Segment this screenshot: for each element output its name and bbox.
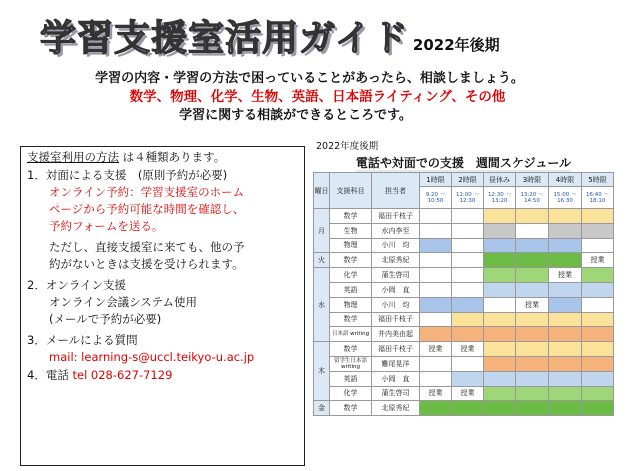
- table-row: [314, 253, 614, 268]
- class-label: 授業: [420, 386, 452, 401]
- table-row: [314, 386, 614, 401]
- schedule-title: 電話や対面での支援 週間スケジュール: [316, 154, 611, 171]
- time-lunch: 12:30 〜13:20: [484, 187, 516, 209]
- usage-heading-rest: は４種類あります。: [119, 150, 226, 164]
- row-person: 小川 均: [372, 238, 420, 253]
- usage-item-3: 3．メールによる質問: [27, 333, 138, 347]
- header-subject: 支援科目: [330, 173, 372, 209]
- class-label: 授業: [452, 386, 484, 401]
- schedule-header-row: [314, 173, 614, 187]
- usage-item-4: [27, 367, 298, 384]
- row-subject: 物理: [330, 238, 372, 253]
- walk-in-note-2: 約がないときは支援を受けられます。: [49, 257, 244, 271]
- title-main: 学習支援室活用ガイド: [40, 18, 409, 59]
- row-subject: 日本語 writing: [330, 327, 372, 342]
- class-label: 授業: [582, 253, 614, 268]
- day-tuesday: 火: [314, 253, 330, 268]
- time-p4: 15:00 〜16:30: [549, 187, 582, 209]
- table-row: [314, 282, 614, 297]
- row-person: 難尾晃洋: [372, 356, 420, 371]
- title-year: 2022年後期: [412, 36, 500, 54]
- usage-heading-underlined: 支援室利用の方法: [27, 150, 119, 164]
- intro-line-3: 学習に関する相談ができるところです。: [179, 108, 412, 123]
- row-subject: 留学生日本語 writing: [330, 356, 372, 371]
- table-row: [314, 297, 614, 312]
- row-subject: 物理: [330, 297, 372, 312]
- header-lunch: 昼休み: [484, 173, 516, 187]
- row-subject: 生物: [330, 223, 372, 238]
- time-p3: 13:20 〜14:50: [516, 187, 549, 209]
- online-booking-line-1: オンライン予約：学習支援室のホーム: [49, 185, 245, 199]
- row-subject: 数学: [330, 312, 372, 327]
- time-p5: 16:40 〜18:10: [582, 187, 614, 209]
- row-subject: 数学: [330, 209, 372, 224]
- walk-in-note-1: ただし、直接支援室に来ても、他の予: [49, 240, 245, 254]
- table-row: [314, 327, 614, 342]
- day-thursday: 木: [314, 342, 330, 401]
- row-subject: 化学: [330, 386, 372, 401]
- row-subject: 数学: [330, 253, 372, 268]
- table-row: [314, 238, 614, 253]
- row-person: 福田千枝子: [372, 312, 420, 327]
- row-person: 小岡 直: [372, 371, 420, 386]
- header-day: 曜日: [314, 173, 330, 209]
- row-person: 福田千枝子: [372, 342, 420, 357]
- class-label: 授業: [420, 342, 452, 357]
- header-p1: 1時限: [420, 173, 452, 187]
- row-person: 小川 均: [372, 297, 420, 312]
- online-booking-line-2: ページから予約可能な時間を確認し、: [49, 202, 245, 216]
- day-monday: 月: [314, 209, 330, 253]
- page-title: [40, 10, 500, 60]
- row-person: 小岡 直: [372, 282, 420, 297]
- class-label: 授業: [452, 342, 484, 357]
- intro-subjects: 数学、物理、化学、生物、英語、日本語ライティング、その他: [129, 89, 506, 105]
- online-booking-line-3: 予約フォームを送る。: [49, 219, 164, 233]
- usage-item-1: 1．対面による支援 (原則予約が必要): [27, 168, 228, 182]
- usage-item-2-sub-1: オンライン会議システム使用: [49, 295, 198, 309]
- class-label: 授業: [549, 268, 582, 283]
- row-person: 福田千枝子: [372, 209, 420, 224]
- time-p1: 9:20 〜10:50: [420, 187, 452, 209]
- usage-box: [20, 146, 305, 466]
- header-p5: 5時限: [582, 173, 614, 187]
- day-wednesday: 水: [314, 268, 330, 342]
- intro-line-1: 学習の内容・学習の方法で困っていることがあったら、相談しましょう。: [95, 71, 524, 86]
- row-subject: 英語: [330, 371, 372, 386]
- row-person: 北原秀紀: [372, 401, 420, 416]
- header-p3: 3時限: [516, 173, 549, 187]
- header-p4: 4時限: [549, 173, 582, 187]
- day-friday: 金: [314, 401, 330, 416]
- header-person: 担当者: [372, 173, 420, 209]
- usage-item-2-sub-2: (メールで予約が必要): [49, 312, 162, 326]
- time-p2: 11:00 〜12:30: [452, 187, 484, 209]
- row-subject: 数学: [330, 342, 372, 357]
- usage-heading: [27, 149, 298, 166]
- row-person: 井内美由起: [372, 327, 420, 342]
- table-row: [314, 209, 614, 224]
- weekly-schedule-table: [313, 172, 614, 416]
- contact-email: mail: learning-s@uccl.teikyo-u.ac.jp: [49, 350, 255, 364]
- usage-item-2: 2．オンライン支援: [27, 278, 126, 292]
- row-person: 北原秀紀: [372, 253, 420, 268]
- table-row: [314, 312, 614, 327]
- table-row: [314, 342, 614, 357]
- row-person: 水内李至: [372, 223, 420, 238]
- header-p2: 2時限: [452, 173, 484, 187]
- usage-item-4-label: 4．電話: [27, 368, 69, 382]
- table-row: [314, 371, 614, 386]
- table-row: [314, 268, 614, 283]
- schedule-caption: 2022年度後期: [316, 141, 379, 152]
- table-row: [314, 223, 614, 238]
- table-row: [314, 401, 614, 416]
- class-label: 授業: [516, 297, 549, 312]
- row-person: 蒲生啓司: [372, 268, 420, 283]
- table-row: [314, 356, 614, 371]
- contact-phone: tel 028-627-7129: [72, 368, 173, 382]
- row-subject: 数学: [330, 401, 372, 416]
- row-subject: 英語: [330, 282, 372, 297]
- row-person: 蒲生啓司: [372, 386, 420, 401]
- row-subject: 化学: [330, 268, 372, 283]
